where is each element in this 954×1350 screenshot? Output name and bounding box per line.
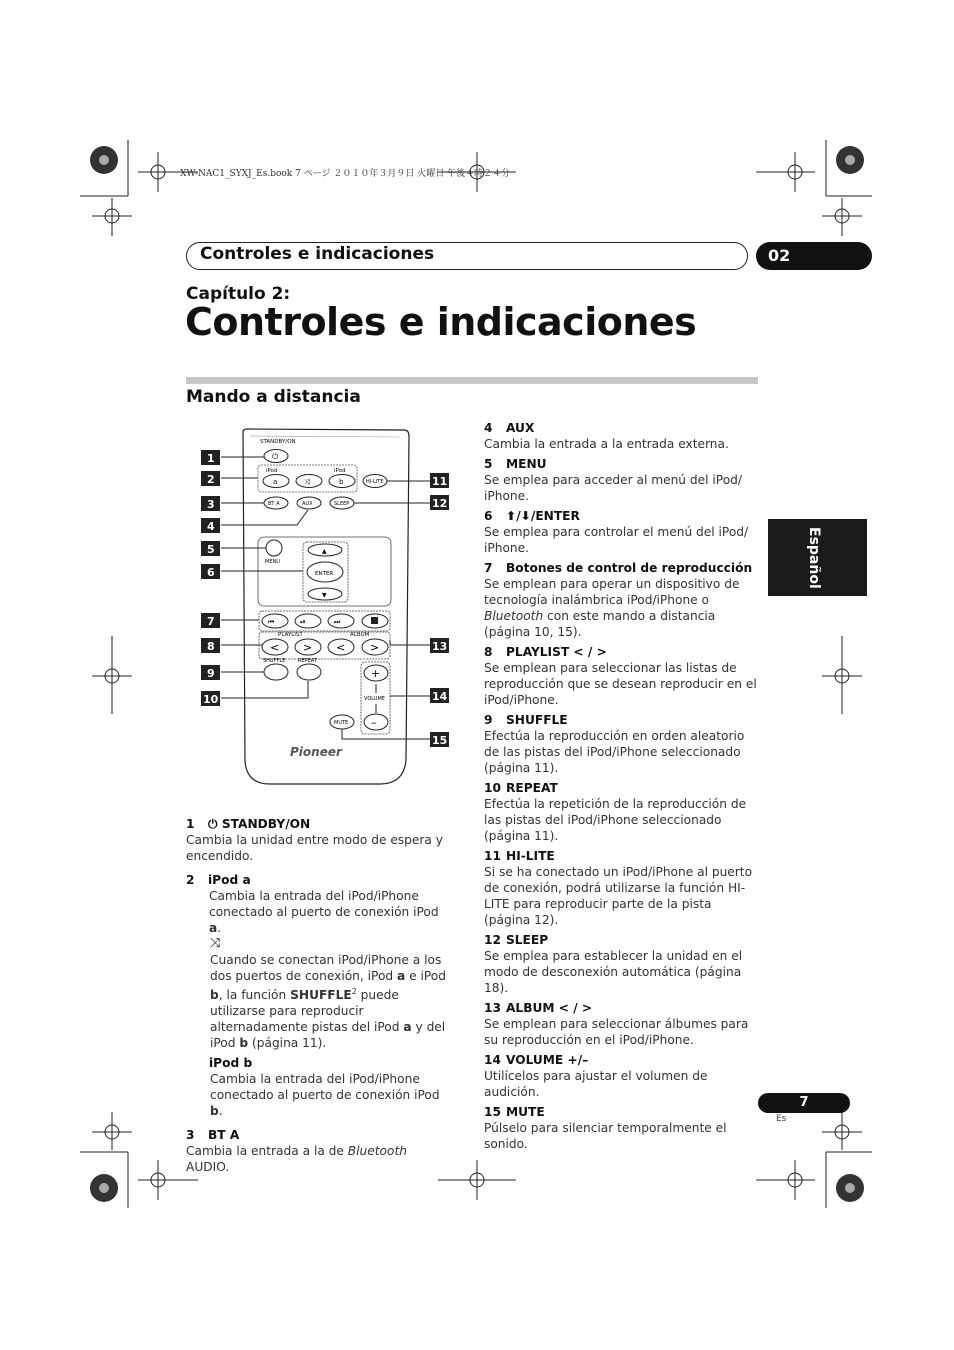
ipod-b-heading: iPod b [209,1056,253,1071]
pioneer-logo: Pioneer [290,745,342,759]
right-column [484,416,760,1152]
callout-8: 8 [207,640,215,653]
callout-4: 4 [207,520,215,533]
shuffle-icon: ⤨ [210,936,221,951]
page-number: 7 [758,1093,850,1113]
chapter-label: Capítulo 2: [186,284,291,304]
item-13-heading: 13 ALBUM < / > [484,1001,593,1015]
callout-3: 3 [207,498,215,511]
label-mute: MUTE [334,720,349,726]
prev-track-icon: ⏮ [268,618,275,626]
item-12-text: Se emplea para establecer la unidad en el modo de desconexión automática (página 18). [484,949,743,995]
label-repeat: REPEAT [298,658,317,664]
item-12-heading: 12 SLEEP [484,933,549,947]
label-bta: BT A [268,501,280,507]
item-5-heading: 5 MENU [484,457,547,471]
item-9-text: Efectúa la reproducción en orden aleatorio de las pistas del iPod/iPhone seleccionado (página 11). [484,729,745,775]
item-7-text: Se emplean para operar un dispositivo de tecnología inalámbrica iPod/iPhone o Bluetooth con este mando a distancia (página 10, 15). [484,577,740,639]
ipod-b-text: Cambia la entrada del iPod/iPhone conectado al puerto de conexión iPod b. [210,1072,440,1119]
label-volume: VOLUME [364,696,385,702]
playlist-next-icon: > [303,641,313,654]
label-standby: STANDBY/ON [260,439,296,445]
next-track-icon: ⏭ [334,618,341,626]
callout-14: 14 [432,690,448,703]
label-enter: ENTER [315,571,334,577]
item-6-text: Se emplea para controlar el menú del iPod/ iPhone. [484,525,749,555]
header-title: Controles e indicaciones [200,244,435,264]
callout-7: 7 [207,615,215,628]
shuffle-icon: ⤨ [304,478,310,486]
item-6-heading: 6 ⬆/⬇/ENTER [484,509,580,523]
callout-1: 1 [207,452,215,465]
item-8-heading: 8 PLAYLIST < / > [484,645,607,659]
label-menu: MENU [265,559,280,565]
language-tab-label: Español [806,527,822,589]
item-3-text: Cambia la entrada a la de Bluetooth AUDIO. [186,1144,407,1175]
item-10-heading: 10 REPEAT [484,781,558,795]
label-aux: AUX [302,501,313,507]
playlist-prev-icon: < [270,641,280,654]
item-2-text: Cambia la entrada del iPod/iPhone conectado al puerto de conexión iPod a. [209,889,439,935]
item-7-heading: 7 Botones de control de reproducción [484,561,753,575]
btn-b-label: b [339,478,344,486]
item-14-heading: 14 VOLUME +/– [484,1053,589,1067]
album-next-icon: > [370,641,380,654]
item-9-heading: 9 SHUFFLE [484,713,568,727]
shuffle-text: Cuando se conectan iPod/iPhone a los dos puertos de conexión, iPod a e iPod b, la función SHUFFLE$^2$ puede utilizarse para reproducir alternadamente pistas del iPod a y del iPod b (página 11). [210,953,446,1051]
remote-control-illustration [196,426,456,792]
arrow-down-icon: ▼ [322,592,327,599]
album-prev-icon: < [336,641,346,654]
section-title: Mando a distancia [186,387,361,407]
label-ipod-a: iPod [266,468,278,474]
up-down-arrow-icon: ⬆/⬇ [506,509,531,523]
label-shuffle: SHUFFLE [263,658,286,664]
btn-a-label: a [273,478,278,486]
chapter-number-badge: 02 [756,242,872,270]
label-sleep: SLEEP [334,501,350,507]
item-14-text: Utilícelos para ajustar el volumen de audición. [484,1069,708,1099]
callout-11: 11 [432,475,448,488]
callout-12: 12 [432,497,448,510]
callout-2: 2 [207,473,215,486]
item-15-text: Púlselo para silenciar temporalmente el sonido. [484,1121,727,1151]
label-ipod-b: iPod [334,468,346,474]
left-column [186,812,454,1175]
item-2-heading: 2 iPod a [186,873,251,887]
play-pause-icon: ⏯ [300,618,306,626]
item-11-heading: 11 HI-LITE [484,849,555,863]
item-15-heading: 15 MUTE [484,1105,545,1119]
item-1-heading: 1 ⏻ STANDBY/ON [186,817,311,831]
power-icon: ⏻ [272,452,279,461]
item-5-text: Se emplea para acceder al menú del iPod/ iPhone. [484,473,743,503]
arrow-up-icon: ▲ [322,548,327,555]
callout-13: 13 [432,640,448,653]
callout-15: 15 [432,734,448,747]
label-hilite: HI-LITE [366,479,384,485]
language-tab [768,519,867,596]
book-info: XW-NAC1_SYXJ_Es.book 7 ページ ２０１０年３月９日 火曜日 午後４時２４分 [180,169,511,179]
callout-5: 5 [207,543,215,556]
item-3-heading: 3 BT A [186,1128,240,1143]
item-10-text: Efectúa la repetición de la reproducción de las pistas del iPod/iPhone seleccionado (página 11). [484,797,747,843]
section-rule [186,377,758,384]
stop-icon [371,617,378,624]
item-13-text: Se emplean para seleccionar álbumes para su reproducción en el iPod/iPhone. [484,1017,749,1047]
label-playlist: PLAYLIST [278,632,303,638]
volume-down-icon: – [371,716,377,729]
chapter-title: Controles e indicaciones [185,300,697,344]
callout-10: 10 [203,693,219,706]
item-1-text: Cambia la unidad entre modo de espera y encendido. [186,833,443,863]
item-8-text: Se emplean para seleccionar las listas de reproducción que se desean reproducir en el iPod/iPhone. [484,661,757,707]
callout-6: 6 [207,566,215,579]
callout-9: 9 [207,667,215,680]
item-4-text: Cambia la entrada a la entrada externa. [484,437,729,451]
item-4-heading: 4 AUX [484,421,535,435]
item-11-text: Si se ha conectado un iPod/iPhone al puerto de conexión, podrá utilizarse la función HI-LITE para reproducir parte de la pista (página 12). [484,865,753,927]
volume-up-icon: + [371,667,381,680]
power-icon: ⏻ [208,817,222,831]
label-album: ALBUM [350,632,370,638]
page-language: Es [776,1114,787,1124]
